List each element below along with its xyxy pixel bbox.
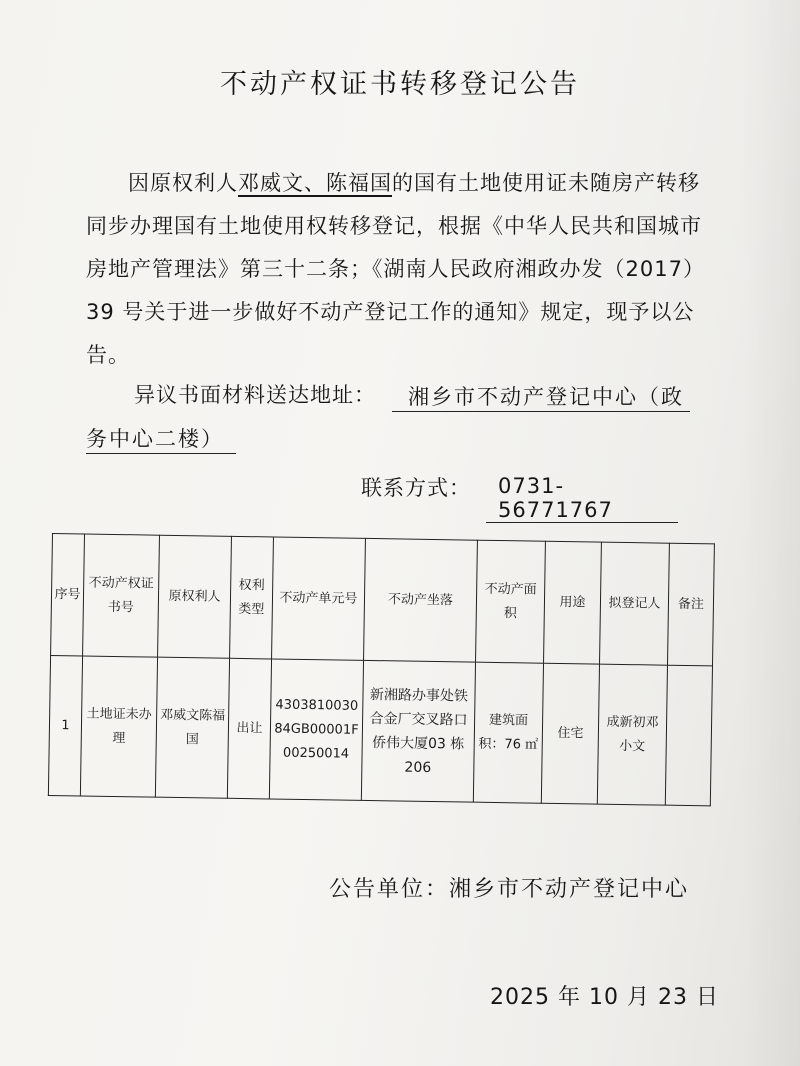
cell-remark (665, 665, 712, 806)
header-usage: 用途 (544, 541, 602, 664)
page-title: 不动产权证书转移登记公告 (220, 69, 580, 100)
cell-new-owner: 成新初邓小文 (597, 664, 667, 805)
header-remark: 备注 (667, 543, 714, 666)
registration-table (48, 533, 715, 806)
table-row (48, 655, 712, 805)
header-new-owner: 拟登记人 (600, 542, 670, 665)
cell-cert-no: 土地证未办理 (80, 656, 157, 797)
publish-date: 2025 年 10 月 23 日 (490, 985, 719, 1010)
contact-label: 联系方式： (361, 476, 471, 500)
header-area: 不动产面积 (476, 540, 546, 663)
cell-index: 1 (48, 655, 82, 795)
body-text: 的国有土地使用证未随房产转移同步办理国有土地使用权转移登记，根据《中华人民共和国城市房地产管理法》第三十二条；《湖南人民政府湘政办发（2017）39 号关于进一步做好不动产登记工作的通知》规定，现予以公告。 (86, 171, 705, 367)
header-location: 不动产坐落 (364, 538, 478, 662)
cell-area: 建筑面积：76 ㎡ (473, 662, 543, 803)
original-owner-names: 邓威文、陈福国 (238, 171, 392, 195)
objection-address-line2: 务中心二楼） (86, 423, 236, 454)
cell-right-type: 出让 (227, 658, 271, 799)
objection-address-line1: 湘乡市不动产登记中心（政 (392, 381, 690, 412)
publisher: 公告单位：湘乡市不动产登记中心 (329, 877, 690, 902)
header-cert-no: 不动产权证书号 (83, 534, 160, 657)
cell-location: 新湘路办事处铁合金厂交叉路口侨伟大厦03 栋 206 (361, 660, 475, 802)
announcement-body (86, 162, 706, 377)
cell-original-owner: 邓威文陈福国 (155, 657, 229, 798)
header-right-type: 权利类型 (230, 536, 274, 659)
objection-address-label: 异议书面材料送达地址： (134, 383, 376, 407)
cell-usage: 住宅 (541, 663, 599, 804)
header-unit-no: 不动产单元号 (272, 537, 366, 660)
contact-phone: 0731-56771767 (486, 474, 678, 523)
body-prefix: 因原权利人 (128, 171, 238, 195)
cell-unit-no: 430381003084GB00001F00250014 (269, 659, 363, 800)
header-original-owner: 原权利人 (158, 535, 232, 658)
table-header-row (51, 534, 715, 666)
header-index: 序号 (51, 534, 85, 656)
